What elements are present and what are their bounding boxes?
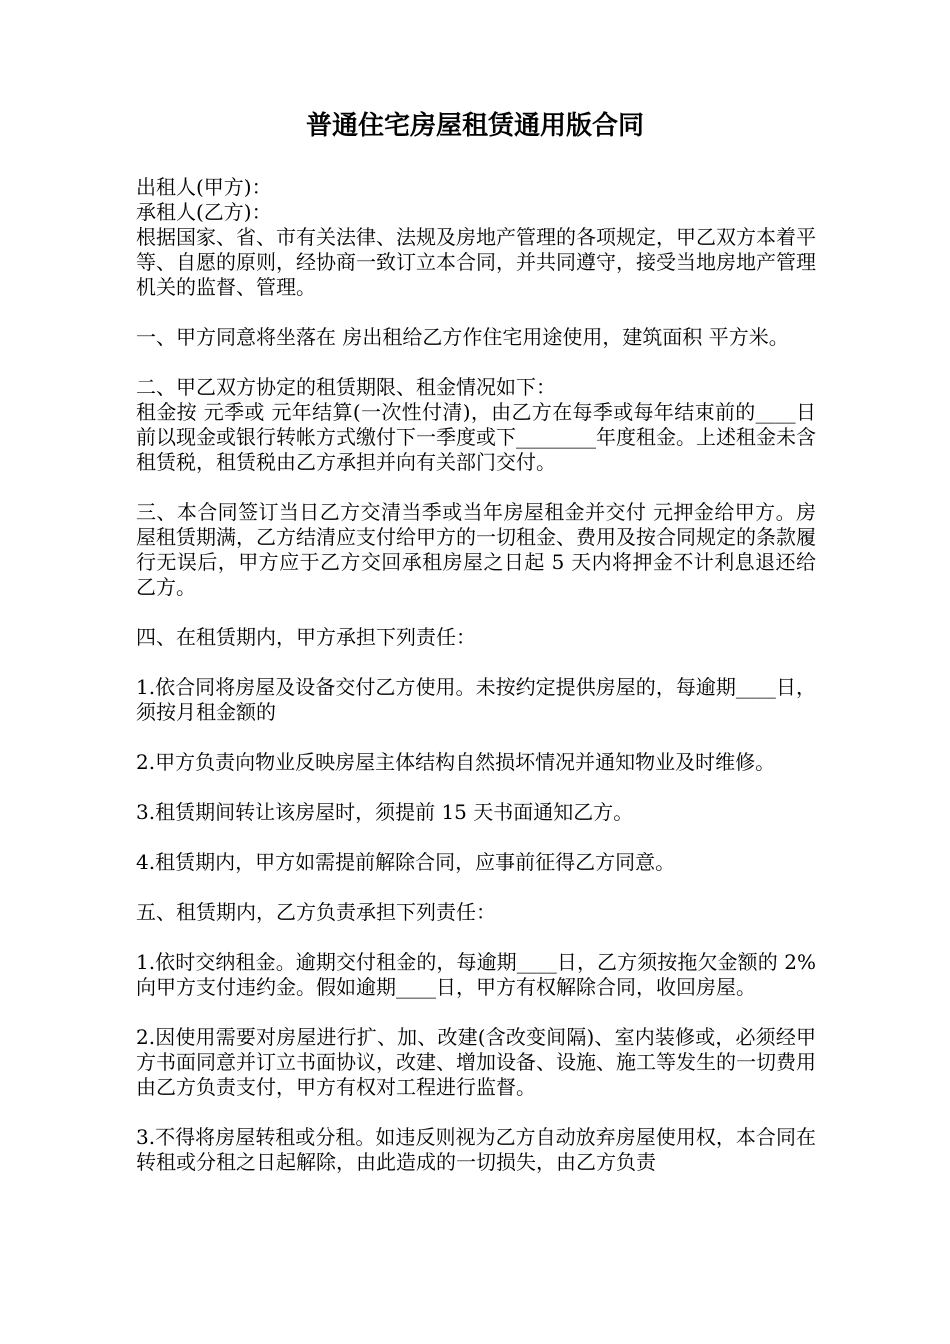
- clause-2-body: 租金按 元季或 元年结算(一次性付清)，由乙方在每季或每年结束前的____日前以现金或银行转帐方式缴付下一季度或下________年度租金。上述租金未含租赁税，租赁税由乙方承担并向有关部门交付。: [136, 400, 816, 474]
- lessee-line: 承租人(乙方)：: [136, 200, 272, 224]
- clause-1: 一、甲方同意将坐落在 房出租给乙方作住宅用途使用，建筑面积 平方米。: [136, 325, 789, 349]
- clause-4-heading: 四、在租赁期内，甲方承担下列责任：: [136, 625, 476, 649]
- clause-3: 三、本合同签订当日乙方交清当季或当年房屋租金并交付 元押金给甲方。房屋租赁期满，乙方结清应支付给甲方的一切租金、费用及按合同规定的条款履行无误后，甲方应于乙方交回承租房屋之日起 5 天内将押金不计利息退还给乙方。: [136, 500, 816, 599]
- contract-body: [136, 175, 816, 1175]
- clause-4-item-3: 3.租赁期间转让该房屋时，须提前 15 天书面通知乙方。: [136, 800, 634, 824]
- clause-5-heading: 五、租赁期内，乙方负责承担下列责任：: [136, 900, 496, 924]
- clause-4-item-4: 4.租赁期内，甲方如需提前解除合同，应事前征得乙方同意。: [136, 850, 676, 874]
- clause-4-item-2: 2.甲方负责向物业反映房屋主体结构自然损坏情况并通知物业及时维修。: [136, 750, 776, 774]
- clause-5-item-2: 2.因使用需要对房屋进行扩、加、改建(含改变间隔)、室内装修或，必须经甲方书面同意并订立书面协议，改建、增加设备、设施、施工等发生的一切费用由乙方负责支付，甲方有权对工程进行监督。: [136, 1025, 816, 1099]
- document-title: 普通住宅房屋租赁通用版合同: [305, 111, 644, 141]
- lessor-line: 出租人(甲方)：: [136, 175, 272, 199]
- clause-4-item-1: 1.依合同将房屋及设备交付乙方使用。未按约定提供房屋的，每逾期____日，须按月租金额的: [136, 675, 816, 724]
- clause-5-item-1: 1.依时交纳租金。逾期交付租金的，每逾期____日，乙方须按拖欠金额的 2%向甲方支付违约金。假如逾期____日，甲方有权解除合同，收回房屋。: [136, 950, 816, 999]
- clause-2-heading: 二、甲乙双方协定的租赁期限、租金情况如下：: [136, 375, 556, 399]
- preamble-paragraph: 根据国家、省、市有关法律、法规及房地产管理的各项规定，甲乙双方本着平等、自愿的原则，经协商一致订立本合同，并共同遵守，接受当地房地产管理机关的监督、管理。: [136, 225, 816, 299]
- clause-5-item-3: 3.不得将房屋转租或分租。如违反则视为乙方自动放弃房屋使用权，本合同在转租或分租之日起解除，由此造成的一切损失，由乙方负责: [136, 1125, 816, 1174]
